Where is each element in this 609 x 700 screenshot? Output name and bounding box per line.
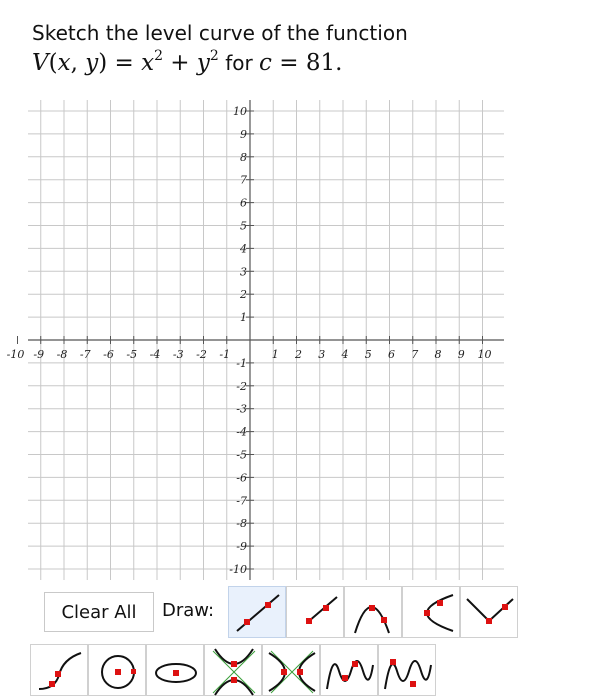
line-tool-icon: [229, 587, 287, 639]
axes: [18, 100, 505, 580]
ray-tool-icon: [287, 587, 345, 639]
y-tick-label: 5: [240, 219, 247, 233]
x-tick-label: -6: [103, 348, 114, 361]
x-tick-label: 7: [411, 348, 419, 361]
x-tick-label: -1: [219, 348, 231, 361]
x-tick-label: -3: [172, 348, 184, 361]
y-tick-label: -3: [236, 402, 247, 416]
parabola-tool-icon: [345, 587, 403, 639]
y-tick-label: -10: [229, 563, 247, 576]
line-tool[interactable]: [228, 586, 286, 638]
y-tick-label: 7: [240, 173, 247, 187]
y-tick-label: 4: [240, 242, 247, 256]
x-tick-label: 1: [271, 348, 279, 361]
ray-tool[interactable]: [286, 586, 344, 638]
function-expression: V(x, $y) = x^2 + y^2$: [32, 48, 219, 76]
cubic-tool-icon: [31, 645, 89, 697]
cubic-tool[interactable]: [30, 644, 88, 696]
x-tick-label: -8: [56, 348, 68, 361]
y-tick-label: -8: [236, 517, 247, 531]
x-tick-label: 8: [434, 348, 442, 361]
hyperbola-vertical-tool-icon: [205, 645, 263, 697]
x-tick-label: -10: [6, 348, 25, 361]
hyperbola-horizontal-tool-icon: [263, 645, 321, 697]
y-tick-label: 10: [233, 105, 247, 118]
horizontal-parabola-tool[interactable]: [402, 586, 460, 638]
x-tick-labels: [7, 348, 492, 361]
question-prompt: [32, 18, 592, 78]
hyperbola-vertical-tool[interactable]: [204, 644, 262, 696]
y-tick-label: 9: [240, 127, 247, 141]
y-tick-label: 2: [240, 288, 247, 302]
y-tick-label: 6: [240, 196, 247, 210]
absolute-value-tool-icon: [461, 587, 519, 639]
x-tick-label: 10: [477, 348, 492, 361]
y-tick-label: -9: [236, 540, 247, 554]
cosine-tool-icon: [379, 645, 437, 697]
x-tick-label: 9: [457, 348, 465, 361]
y-tick-label: -5: [236, 448, 247, 462]
circle-tool-icon: [89, 645, 147, 697]
y-tick-label: -6: [236, 471, 247, 485]
coordinate-graph[interactable]: [0, 100, 609, 580]
x-tick-label: 5: [364, 348, 372, 361]
x-tick-label: -7: [79, 348, 91, 361]
x-tick-label: 6: [388, 348, 395, 361]
y-tick-label: -4: [236, 425, 247, 439]
parabola-tool[interactable]: [344, 586, 402, 638]
sine-tool-icon: [321, 645, 379, 697]
ellipse-tool-icon: [147, 645, 205, 697]
circle-tool[interactable]: [88, 644, 146, 696]
y-tick-label: 8: [240, 150, 247, 164]
cosine-tool[interactable]: [378, 644, 436, 696]
y-tick-label: -2: [236, 379, 247, 393]
prompt-line1: Sketch the level curve of the function: [32, 21, 408, 45]
y-tick-label: 3: [240, 265, 247, 279]
draw-label: Draw:: [162, 600, 215, 621]
x-tick-label: -4: [149, 348, 161, 361]
x-tick-label: 4: [341, 348, 349, 361]
x-tick-label: -2: [196, 348, 207, 361]
for-word: for: [225, 51, 253, 75]
y-tick-label: -7: [236, 494, 247, 508]
x-tick-label: -9: [33, 348, 45, 361]
hyperbola-horizontal-tool[interactable]: [262, 644, 320, 696]
prompt-line2: [32, 48, 592, 78]
absolute-value-tool[interactable]: [460, 586, 518, 638]
sine-tool[interactable]: [320, 644, 378, 696]
ellipse-tool[interactable]: [146, 644, 204, 696]
y-tick-label: 1: [240, 311, 247, 325]
x-tick-label: 3: [318, 348, 326, 361]
clear-all-button[interactable]: Clear All: [44, 592, 154, 632]
c-value: c = 81.: [259, 50, 343, 76]
x-tick-label: 2: [295, 348, 302, 361]
x-tick-label: -5: [126, 348, 138, 361]
horizontal-parabola-tool-icon: [403, 587, 461, 639]
y-tick-label: -1: [236, 356, 247, 370]
